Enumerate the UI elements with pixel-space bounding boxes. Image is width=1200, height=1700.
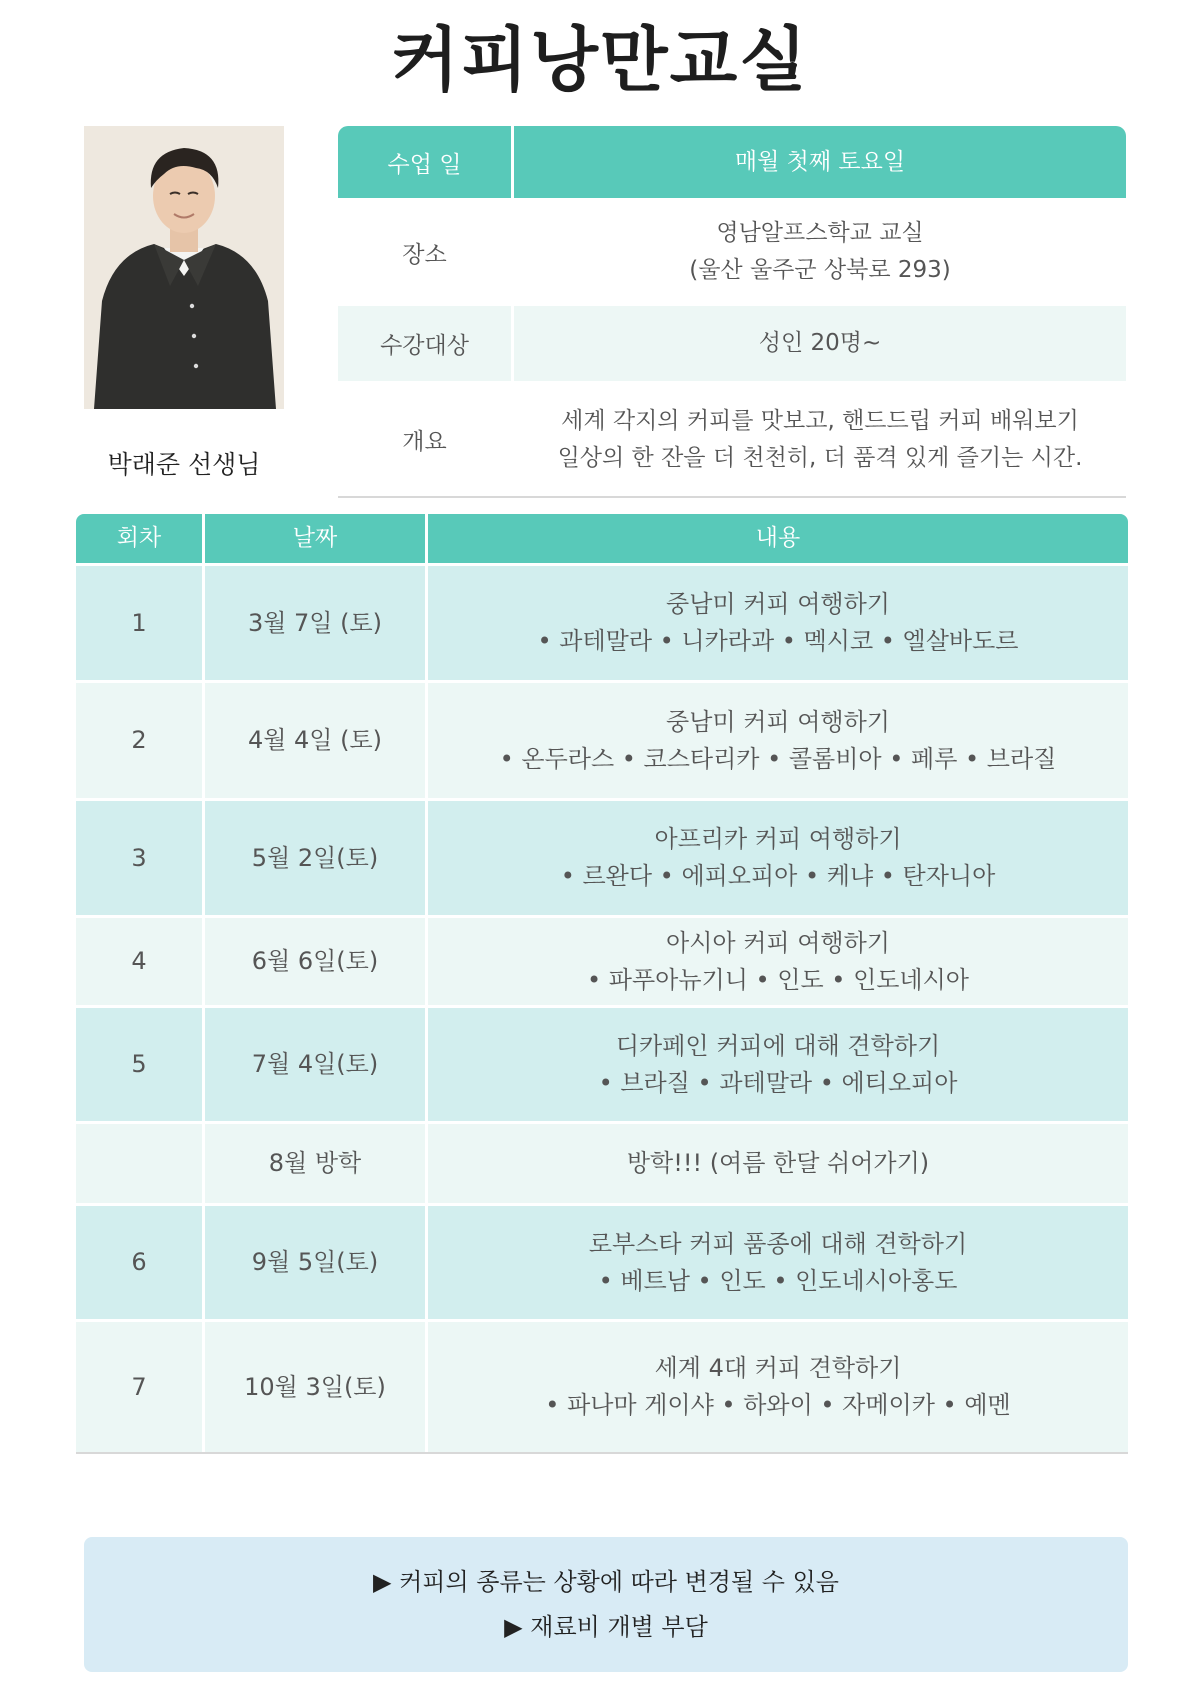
session-items: • 파나마 게이샤 • 하와이 • 자메이카 • 예멘 <box>545 1391 1011 1419</box>
teacher-photo <box>84 126 284 409</box>
session-items: • 브라질 • 과테말라 • 에티오피아 <box>598 1068 958 1097</box>
target-value: 성인 20명~ <box>511 306 1126 381</box>
session-number: 4 <box>131 947 147 975</box>
session-date: 10월 3일(토) <box>202 1322 425 1452</box>
session-date: 9월 5일(토) <box>202 1206 425 1319</box>
session-date: 4월 4일 (토) <box>202 683 425 798</box>
session-title: 로부스타 커피 품종에 대해 견학하기 <box>588 1229 968 1258</box>
teacher-name: 박래준 선생님 <box>107 450 261 479</box>
schedule-table <box>76 514 1128 1454</box>
session-content <box>425 1008 1128 1121</box>
table-row <box>76 1121 1128 1203</box>
session-number: 2 <box>131 726 147 754</box>
session-items: • 베트남 • 인도 • 인도네시아홍도 <box>598 1266 958 1295</box>
target-row <box>338 304 1126 381</box>
class-day-value: 매월 첫째 토요일 <box>511 126 1126 198</box>
session-number: 3 <box>131 843 147 872</box>
summary-value <box>511 383 1126 496</box>
session-content <box>425 683 1128 798</box>
session-date: 3월 7일 (토) <box>202 566 425 680</box>
session-title: 방학!!! (여름 한달 쉬어가기) <box>626 1149 930 1177</box>
session-title: 디카페인 커피에 대해 견학하기 <box>615 1031 941 1060</box>
session-date: 5월 2일(토) <box>202 801 425 915</box>
session-title: 아프리카 커피 여행하기 <box>654 825 902 853</box>
header-session: 회차 <box>116 525 162 551</box>
table-row <box>76 798 1128 915</box>
session-items: • 르완다 • 에피오피아 • 케냐 • 탄자니아 <box>560 862 996 890</box>
notice-box <box>84 1537 1128 1672</box>
session-date: 6월 6일(토) <box>202 918 425 1005</box>
location-row <box>338 198 1126 304</box>
session-items: • 파푸아뉴기니 • 인도 • 인도네시아 <box>586 965 969 994</box>
summary-row <box>338 381 1126 496</box>
class-info-table <box>338 126 1126 498</box>
session-number: 5 <box>131 1050 147 1078</box>
location-value <box>511 200 1126 304</box>
location-line-2: (울산 울주군 상북로 293) <box>689 257 951 283</box>
page-title: 커피낭만교실 <box>391 19 809 101</box>
header-date: 날짜 <box>202 514 425 563</box>
session-content <box>425 566 1128 680</box>
target-label: 수강대상 <box>380 333 469 359</box>
info-header-row <box>338 126 1126 198</box>
summary-line-2: 일상의 한 잔을 더 천천히, 더 품격 있게 즐기는 시간. <box>557 444 1083 471</box>
table-row <box>76 563 1128 680</box>
session-content <box>425 801 1128 915</box>
session-content <box>425 1124 1128 1203</box>
summary-line-1: 세계 각지의 커피를 맛보고, 핸드드립 커피 배워보기 <box>561 407 1079 434</box>
session-content <box>425 1322 1128 1452</box>
session-content <box>425 918 1128 1005</box>
table-row <box>76 680 1128 798</box>
schedule-header-row <box>76 514 1128 563</box>
session-number <box>76 1124 202 1203</box>
session-title: 세계 4대 커피 견학하기 <box>654 1354 902 1382</box>
session-date: 7월 4일(토) <box>202 1008 425 1121</box>
table-row <box>76 1203 1128 1319</box>
table-row <box>76 1005 1128 1121</box>
session-number: 6 <box>131 1248 147 1276</box>
table-row <box>76 1319 1128 1452</box>
table-row <box>76 915 1128 1005</box>
location-label: 장소 <box>402 241 447 268</box>
summary-label: 개요 <box>402 429 447 455</box>
class-day-label: 수업 일 <box>387 151 462 178</box>
notice-line-1: ▶ 커피의 종류는 상황에 따라 변경될 수 있음 <box>373 1567 839 1596</box>
session-title: 아시아 커피 여행하기 <box>666 928 890 957</box>
session-title: 중남미 커피 여행하기 <box>666 707 890 736</box>
session-date: 8월 방학 <box>202 1124 425 1203</box>
session-content <box>425 1206 1128 1319</box>
session-number: 7 <box>131 1372 147 1401</box>
session-number: 1 <box>131 608 147 637</box>
header-content: 내용 <box>425 514 1128 563</box>
location-line-1: 영남알프스학교 교실 <box>716 220 924 246</box>
session-title: 중남미 커피 여행하기 <box>666 590 890 618</box>
notice-line-2: ▶ 재료비 개별 부담 <box>504 1612 708 1641</box>
session-items: • 온두라스 • 코스타리카 • 콜롬비아 • 페루 • 브라질 <box>499 744 1057 773</box>
session-items: • 과테말라 • 니카라과 • 멕시코 • 엘살바도르 <box>537 627 1019 655</box>
teacher-portrait-image <box>84 126 284 409</box>
